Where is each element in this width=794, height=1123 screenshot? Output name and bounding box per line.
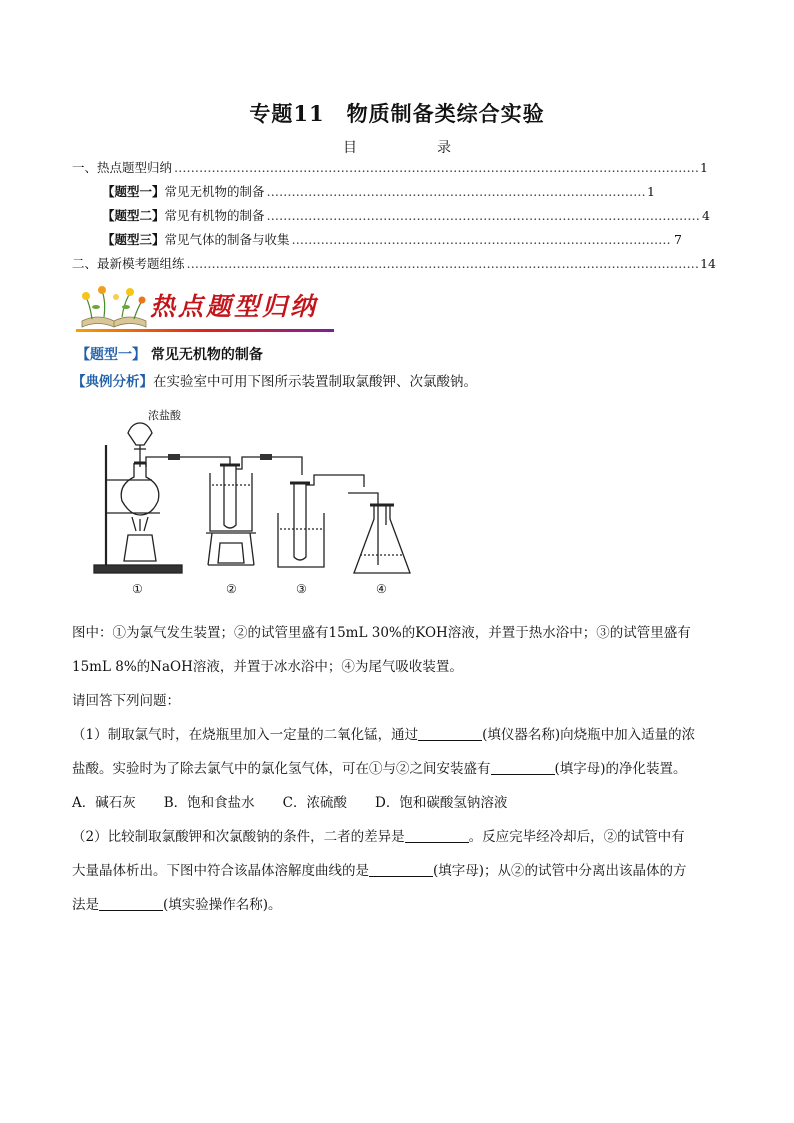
answer-blank[interactable] (99, 896, 163, 911)
option-b[interactable]: B．饱和食盐水 (163, 795, 255, 811)
section-heading: 【题型一】 常见无机物的制备 (76, 347, 263, 363)
toc-entry-type-2[interactable]: 【题型二】 常见有机物的制备 …………………………………………………………………………………………………………………………………………………………………………………………………… 4 (102, 206, 710, 224)
banner-title: 热点题型归纳 (150, 292, 319, 321)
apparatus-diagram (72, 405, 372, 605)
figure-description: 图中：①为氯气发生装置；②的试管里盛有15mL 30%的KOH溶液，并置于热水浴中；③的试管里盛有 15mL 8%的NaOH溶液，并置于冰水浴中；④为尾气吸收装置。 (72, 625, 691, 675)
apparatus-diagram-flask (348, 405, 428, 605)
toc-entry-hot-topics[interactable]: 一、热点题型归纳 …………………………………………………………………………………………………………………………………………………………………………………………………… 1 (72, 158, 708, 176)
option-d[interactable]: D．饱和碳酸氢钠溶液 (375, 795, 508, 811)
question-2: （2）比较制取氯酸钾和次氯酸钠的条件，二者的差异是 。反应完毕经冷却后，②的试管中有 大量晶体析出。下图中符合该晶体溶解度曲线的是 (填字母)；从②的试管中分离出该晶体的方 法是 (填实验操作名称)。 (72, 829, 687, 913)
toc-entry-type-1[interactable]: 【题型一】 常见无机物的制备 …………………………………………………………………………………………………………………………………………………………………………………………………… 1 (102, 182, 655, 200)
page-title: 专题11 物质制备类综合实验 (249, 101, 545, 126)
apparatus-label-4: ④ (376, 582, 387, 596)
toc-page-number: 1 (700, 160, 708, 175)
answer-blank[interactable] (405, 828, 469, 843)
answer-blank[interactable] (418, 726, 482, 741)
answer-blank[interactable] (369, 862, 433, 877)
toc-page-number: 7 (674, 232, 682, 247)
toc-page-number: 1 (647, 184, 655, 199)
example-intro: 【典例分析】在实验室中可用下图所示装置制取氯酸钾、次氯酸钠。 (72, 374, 477, 390)
option-c[interactable]: C．浓硫酸 (282, 795, 348, 811)
book-flowers-icon (82, 286, 146, 327)
banner-underline (76, 329, 334, 332)
apparatus-label-3: ③ (296, 582, 307, 596)
question-1: （1）制取氯气时，在烧瓶里加入一定量的二氧化锰，通过 (填仪器名称)向烧瓶中加入适量的浓 盐酸。实验时为了除去氯气中的氯化氢气体，可在①与②之间安装盛有 (填字母)的净化装置。 A．碱石灰 B．饱和食盐水 C．浓硫酸 D．饱和碳酸氢钠溶液 (72, 718, 724, 820)
option-a[interactable]: A．碱石灰 (72, 795, 136, 811)
toc-heading: 目 录 (343, 140, 451, 156)
toc-page-number: 14 (700, 256, 716, 271)
reagent-label: 浓盐酸 (148, 409, 181, 422)
toc-entry-type-3[interactable]: 【题型三】 常见气体的制备与收集 …………………………………………………………………………………………………………………………………………………………………………………………………… 7 (102, 230, 682, 248)
apparatus-label-2: ② (226, 582, 237, 596)
prompt: 请回答下列问题： (72, 693, 180, 709)
q1-options (72, 786, 724, 820)
apparatus-label-1: ① (132, 582, 143, 596)
toc-entry-mock-exams[interactable]: 二、最新模考题组练 …………………………………………………………………………………………………………………………………………………………………………………………………… 14 (72, 254, 716, 272)
toc-page-number: 4 (702, 208, 710, 223)
answer-blank[interactable] (491, 760, 555, 775)
